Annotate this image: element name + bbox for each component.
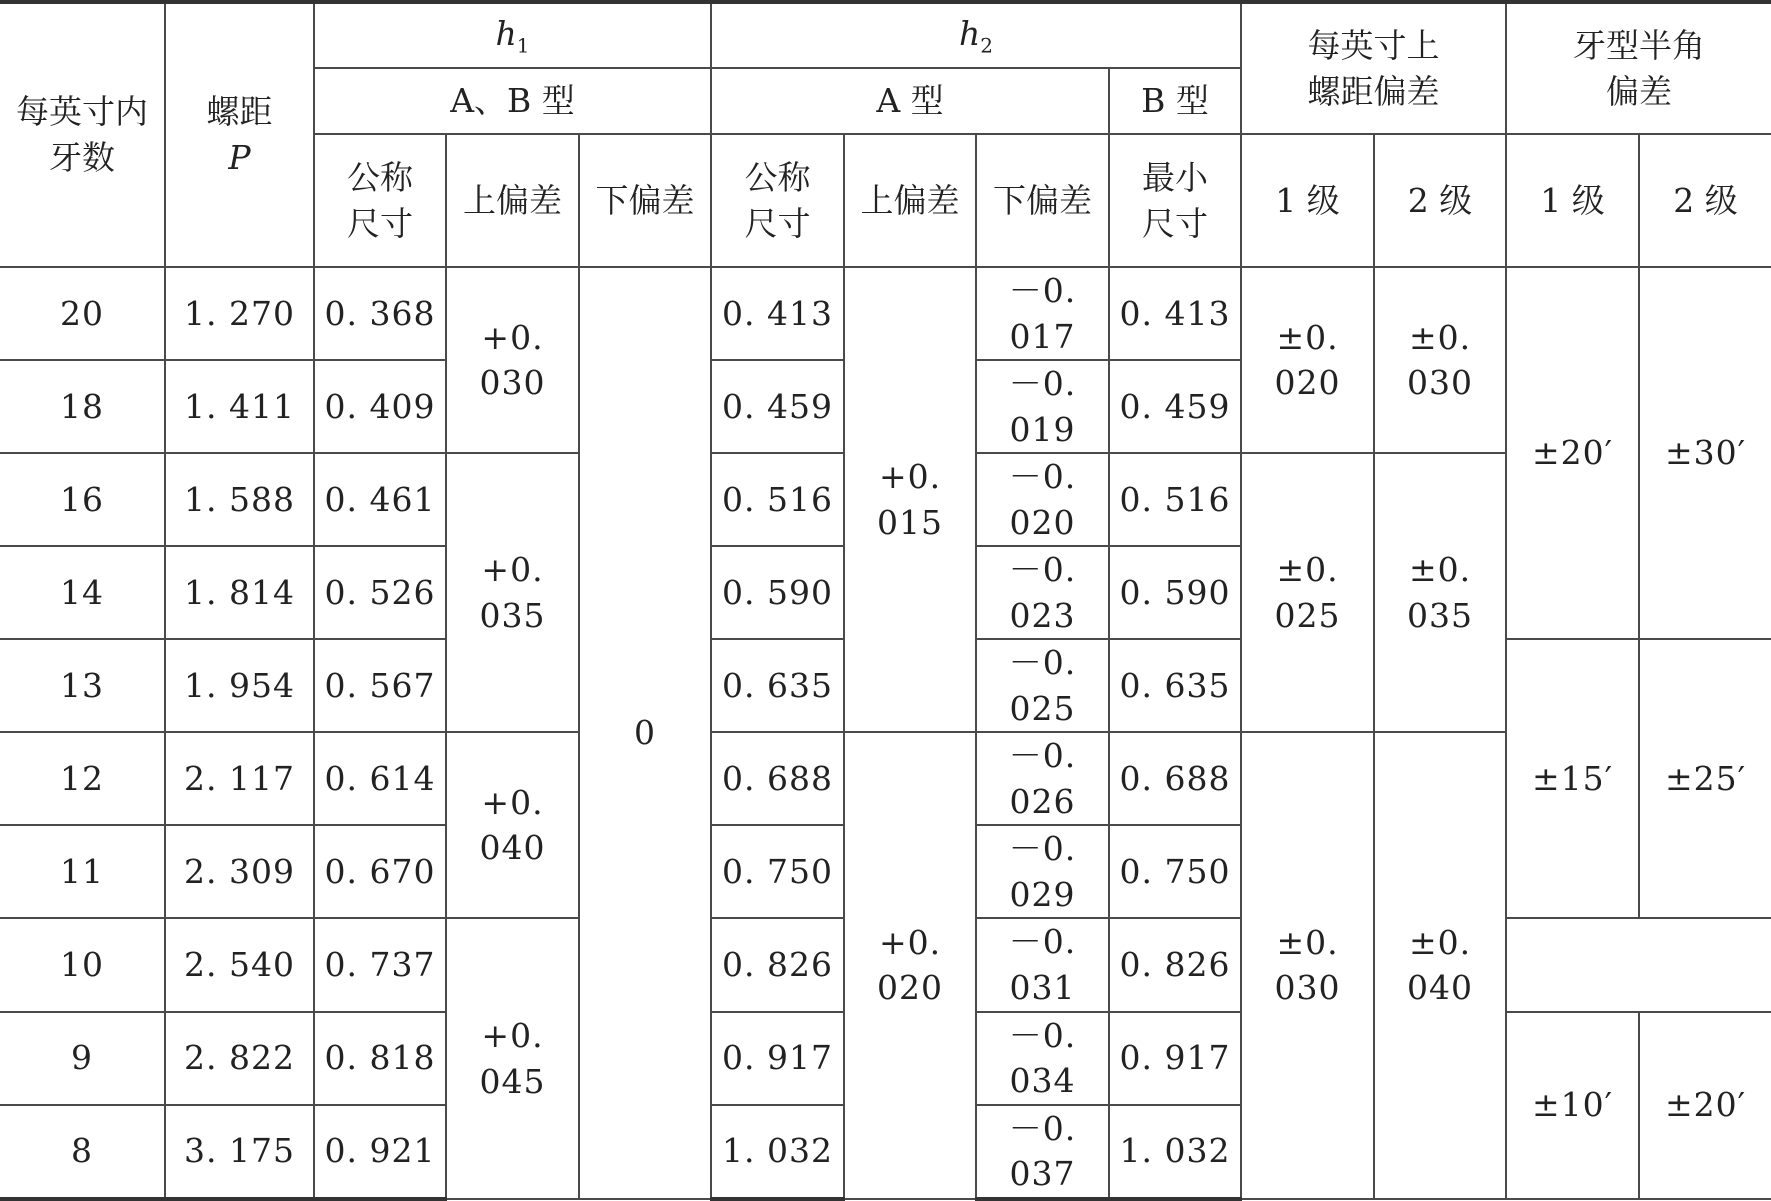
cell-h2-upper: +0. 020 bbox=[844, 732, 976, 1198]
cell-h1-nominal: 0. 818 bbox=[314, 1012, 446, 1105]
cell-h2b-min: 0. 635 bbox=[1109, 639, 1241, 732]
cell-h2b-min: 0. 459 bbox=[1109, 360, 1241, 453]
cell-pitch-dev-grade2: ±0. 030 bbox=[1374, 267, 1506, 453]
cell-h2-nominal: 0. 826 bbox=[711, 918, 844, 1011]
cell-h1-nominal: 0. 737 bbox=[314, 918, 446, 1011]
cell-h1-nominal: 0. 567 bbox=[314, 639, 446, 732]
cell-tpi: 10 bbox=[0, 918, 165, 1011]
cell-tpi: 18 bbox=[0, 360, 165, 453]
header-h1: $h_1$ bbox=[314, 2, 711, 68]
cell-h1-nominal: 0. 921 bbox=[314, 1105, 446, 1199]
cell-h1-nominal: 0. 461 bbox=[314, 453, 446, 546]
cell-h2b-min: 0. 826 bbox=[1109, 918, 1241, 1011]
header-h1-nominal: 公称尺寸 bbox=[314, 134, 446, 267]
cell-pitch: 1. 954 bbox=[165, 639, 314, 732]
cell-tpi: 13 bbox=[0, 639, 165, 732]
cell-h2-lower: －0. 037 bbox=[976, 1105, 1109, 1199]
header-h2b-min: 最小尺寸 bbox=[1109, 134, 1241, 267]
cell-h2-nominal: 0. 917 bbox=[711, 1012, 844, 1105]
cell-pitch: 1. 411 bbox=[165, 360, 314, 453]
cell-h2b-min: 1. 032 bbox=[1109, 1105, 1241, 1199]
cell-h1-nominal: 0. 409 bbox=[314, 360, 446, 453]
header-pitch-deviation: 每英寸上螺距偏差 bbox=[1241, 2, 1506, 134]
cell-tpi: 11 bbox=[0, 825, 165, 918]
cell-h2-nominal: 0. 688 bbox=[711, 732, 844, 825]
cell-h2-lower: －0. 017 bbox=[976, 267, 1109, 360]
cell-h1-upper: +0. 040 bbox=[446, 732, 579, 918]
cell-h2-nominal: 0. 590 bbox=[711, 546, 844, 639]
header-h2-nominal: 公称尺寸 bbox=[711, 134, 844, 267]
header-tpi: 每英寸内牙数 bbox=[0, 2, 165, 267]
cell-half-angle-grade1: ±15′ bbox=[1506, 639, 1639, 918]
cell-h1-nominal: 0. 368 bbox=[314, 267, 446, 360]
cell-h1-nominal: 0. 670 bbox=[314, 825, 446, 918]
cell-h2b-min: 0. 413 bbox=[1109, 267, 1241, 360]
table-row bbox=[0, 267, 1771, 360]
cell-pitch: 1. 814 bbox=[165, 546, 314, 639]
cell-pitch: 1. 588 bbox=[165, 453, 314, 546]
cell-half-angle-grade1: ±10′ bbox=[1506, 1012, 1639, 1199]
header-half-angle-deviation: 牙型半角偏差 bbox=[1506, 2, 1771, 134]
header-h1-upper: 上偏差 bbox=[446, 134, 579, 267]
header-half-angle-grade1: 1 级 bbox=[1506, 134, 1639, 267]
cell-pitch-dev-grade2: ±0. 040 bbox=[1374, 732, 1506, 1198]
cell-pitch: 1. 270 bbox=[165, 267, 314, 360]
cell-tpi: 9 bbox=[0, 1012, 165, 1105]
header-h2-type-b: B 型 bbox=[1109, 68, 1241, 134]
cell-tpi: 16 bbox=[0, 453, 165, 546]
cell-h1-upper: +0. 035 bbox=[446, 453, 579, 732]
header-h1-lower: 下偏差 bbox=[579, 134, 711, 267]
cell-h2-lower: －0. 034 bbox=[976, 1012, 1109, 1105]
cell-half-angle-grade1: ±20′ bbox=[1506, 267, 1639, 639]
header-h2-type-a: A 型 bbox=[711, 68, 1109, 134]
header-pitch-dev-grade2: 2 级 bbox=[1374, 134, 1506, 267]
cell-h2-nominal: 0. 413 bbox=[711, 267, 844, 360]
cell-h2-nominal: 1. 032 bbox=[711, 1105, 844, 1199]
cell-h2b-min: 0. 750 bbox=[1109, 825, 1241, 918]
cell-half-angle-grade2: ±20′ bbox=[1639, 1012, 1771, 1199]
cell-h1-nominal: 0. 614 bbox=[314, 732, 446, 825]
cell-tpi: 14 bbox=[0, 546, 165, 639]
cell-h2-lower: －0. 023 bbox=[976, 546, 1109, 639]
header-h2: $h_2$ bbox=[711, 2, 1241, 68]
cell-h2-lower: －0. 031 bbox=[976, 918, 1109, 1011]
cell-h1-upper: +0. 045 bbox=[446, 918, 579, 1198]
cell-tpi: 20 bbox=[0, 267, 165, 360]
header-h2-upper: 上偏差 bbox=[844, 134, 976, 267]
cell-h2b-min: 0. 590 bbox=[1109, 546, 1241, 639]
cell-h2-nominal: 0. 459 bbox=[711, 360, 844, 453]
cell-pitch-dev-grade1: ±0. 025 bbox=[1241, 453, 1374, 732]
header-h1-type: A、B 型 bbox=[314, 68, 711, 134]
cell-h2-lower: －0. 019 bbox=[976, 360, 1109, 453]
header-row-1 bbox=[0, 2, 1771, 68]
cell-h2-lower: －0. 029 bbox=[976, 825, 1109, 918]
cell-pitch: 2. 117 bbox=[165, 732, 314, 825]
cell-h2b-min: 0. 917 bbox=[1109, 1012, 1241, 1105]
cell-pitch: 2. 540 bbox=[165, 918, 314, 1011]
cell-h2-nominal: 0. 750 bbox=[711, 825, 844, 918]
cell-pitch: 2. 822 bbox=[165, 1012, 314, 1105]
cell-pitch: 3. 175 bbox=[165, 1105, 314, 1199]
cell-h2-nominal: 0. 635 bbox=[711, 639, 844, 732]
cell-h1-lower: 0 bbox=[579, 267, 711, 1199]
header-h2-lower: 下偏差 bbox=[976, 134, 1109, 267]
cell-h2b-min: 0. 688 bbox=[1109, 732, 1241, 825]
cell-pitch: 2. 309 bbox=[165, 825, 314, 918]
cell-h2-lower: －0. 020 bbox=[976, 453, 1109, 546]
cell-h2b-min: 0. 516 bbox=[1109, 453, 1241, 546]
cell-h2-upper: +0. 015 bbox=[844, 267, 976, 732]
cell-tpi: 12 bbox=[0, 732, 165, 825]
cell-h1-upper: +0. 030 bbox=[446, 267, 579, 453]
header-pitch: 螺距 P bbox=[165, 2, 314, 267]
cell-h2-nominal: 0. 516 bbox=[711, 453, 844, 546]
header-half-angle-grade2: 2 级 bbox=[1639, 134, 1771, 267]
cell-pitch-dev-grade1: ±0. 030 bbox=[1241, 732, 1374, 1198]
cell-half-angle-grade2: ±25′ bbox=[1639, 639, 1771, 918]
cell-pitch-dev-grade1: ±0. 020 bbox=[1241, 267, 1374, 453]
cell-h2-lower: －0. 026 bbox=[976, 732, 1109, 825]
cell-tpi: 8 bbox=[0, 1105, 165, 1199]
cell-h2-lower: －0. 025 bbox=[976, 639, 1109, 732]
cell-pitch-dev-grade2: ±0. 035 bbox=[1374, 453, 1506, 732]
header-pitch-dev-grade1: 1 级 bbox=[1241, 134, 1374, 267]
cell-h1-nominal: 0. 526 bbox=[314, 546, 446, 639]
table-row bbox=[0, 732, 1771, 825]
cell-half-angle-grade2: ±30′ bbox=[1639, 267, 1771, 639]
